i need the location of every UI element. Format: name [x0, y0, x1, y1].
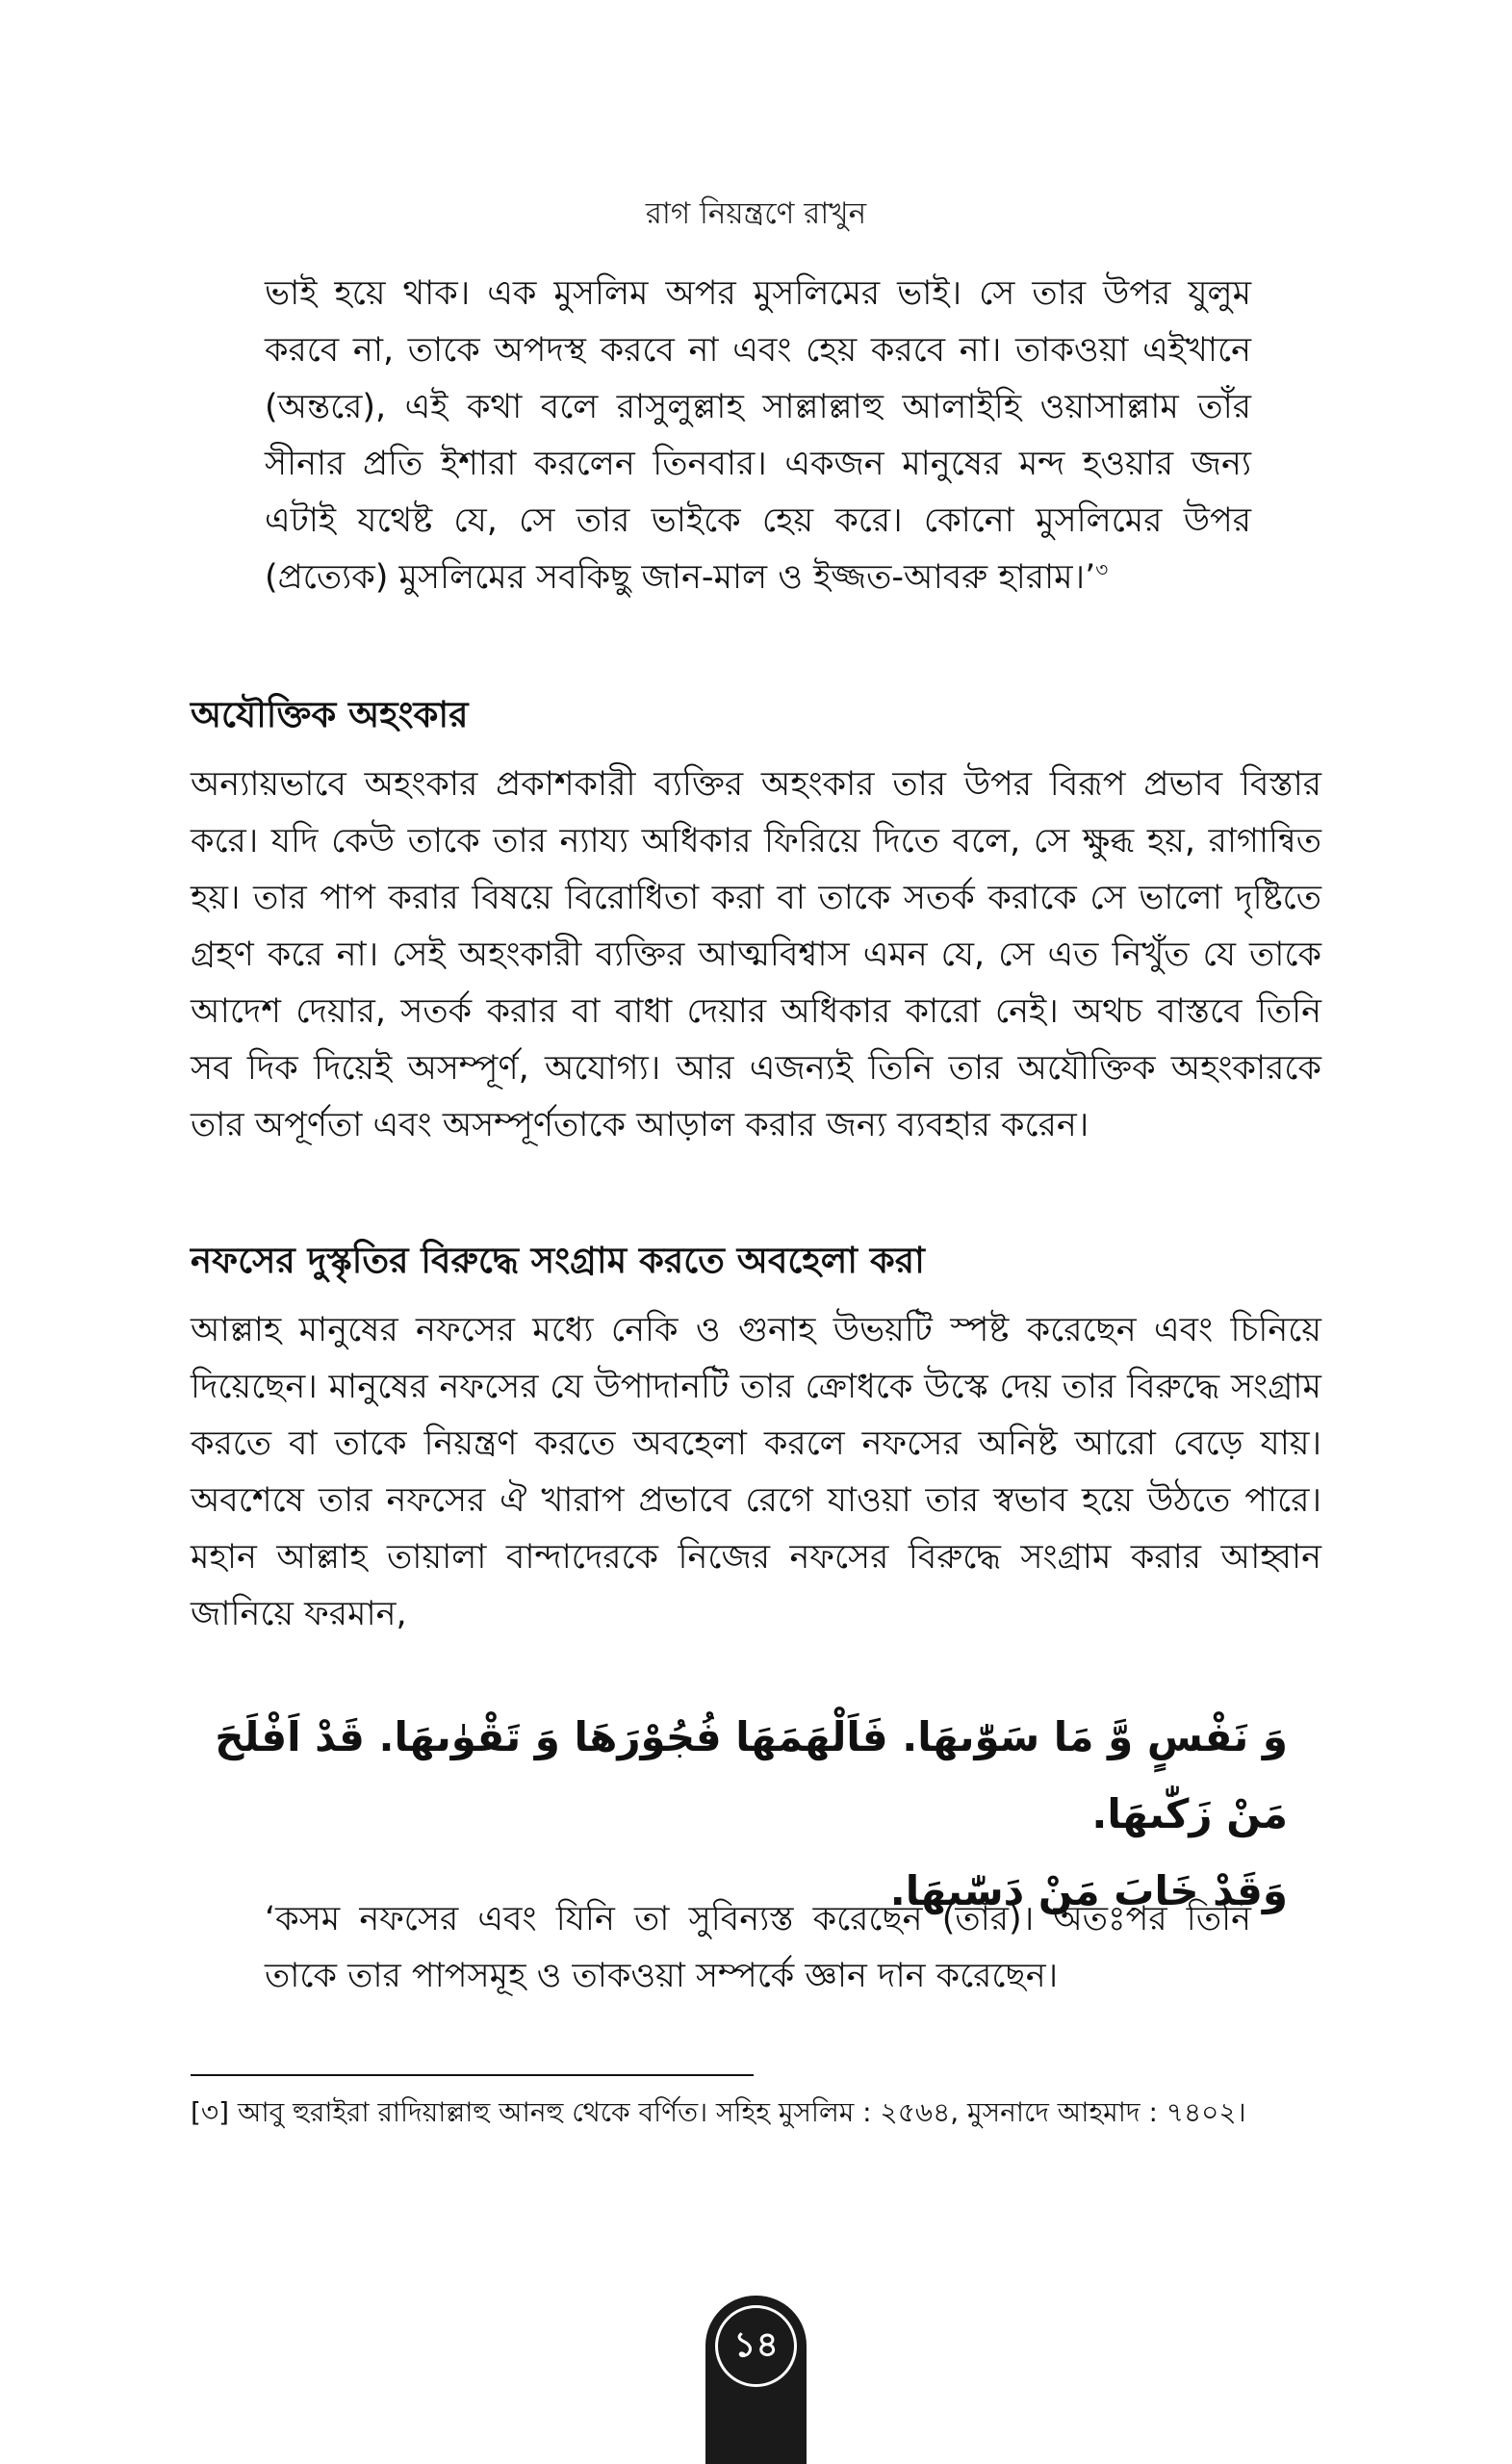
- running-header: রাগ নিয়ন্ত্রণে রাখুন: [645, 196, 867, 231]
- section-heading: নফসের দুস্কৃতির বিরুদ্ধে সংগ্রাম করতে অবহেলা করা: [191, 1240, 925, 1281]
- hadith-quote-text: ভাই হয়ে থাক। এক মুসলিম অপর মুসলিমের ভাই। সে তার উপর যুলুম করবে না, তাকে অপদস্থ করবে না এবং হেয় করবে না। তাকওয়া এইখানে (অন্তরে), এই কথা বলে রাসুলুল্লাহ সাল্লাল্লাহু আলাইহি ওয়াসাল্লাম তাঁর সীনার প্রতি ইশারা করলেন তিনবার। একজন মানুষের মন্দ হওয়ার জন্য এটাই যথেষ্ট যে, সে তার ভাইকে হেয় করে। কোনো মুসলিমের উপর (প্রত্যেক) মুসলিমের সবকিছু জান-মাল ও ইজ্জত-আবরু হারাম।’: [265, 274, 1251, 597]
- footnote-divider: [191, 2074, 754, 2076]
- verse-translation: ‘কসম নফসের এবং যিনি তা সুবিন্যস্ত করেছেন (তাঁর)। অতঃপর তিনি তাকে তার পাপসমূহ ও তাকওয়া সম্পর্কে জ্ঞান দান করেছেন।: [265, 1900, 1251, 1995]
- footnote-reference[interactable]: ৩: [1095, 557, 1109, 581]
- hadith-quote: [265, 266, 1251, 606]
- section-paragraph: অন্যায়ভাবে অহংকার প্রকাশকারী ব্যক্তির অহংকার তার উপর বিরূপ প্রভাব বিস্তার করে। যদি কেউ তাকে তার ন্যায্য অধিকার ফিরিয়ে দিতে বলে, সে ক্ষুব্ধ হয়, রাগান্বিত হয়। তার পাপ করার বিষয়ে বিরোধিতা করা বা তাকে সতর্ক করাকে সে ভালো দৃষ্টিতে গ্রহণ করে না। সেই অহংকারী ব্যক্তির আত্মবিশ্বাস এমন যে, সে এত নিখুঁত যে তাকে আদেশ দেয়ার, সতর্ক করার বা বাধা দেয়ার অধিকার কারো নেই। অথচ বাস্তবে তিনি সব দিক দিয়েই অসম্পূর্ণ, অযোগ্য। আর এজন্যই তিনি তার অযৌক্তিক অহংকারকে তার অপূর্ণতা এবং অসম্পূর্ণতাকে আড়াল করার জন্য ব্যবহার করেন।: [191, 765, 1321, 1144]
- section-heading: অযৌক্তিক অহংকার: [191, 694, 469, 735]
- quran-verse-line-1: وَ نَفْسٍ وَّ مَا سَوّٰىهَا. فَاَلْهَمَهَا فُجُوْرَهَا وَ تَقْوٰىهَا. قَدْ اَفْلَحَ مَنْ زَكّٰىهَا.: [215, 1713, 1288, 1837]
- quran-verse-line-2: وَقَدْ خَابَ مَنْ دَسّٰىهَا.: [889, 1867, 1288, 1914]
- section-paragraph: আল্লাহ মানুষের নফসের মধ্যে নেকি ও গুনাহ উভয়টি স্পষ্ট করেছেন এবং চিনিয়ে দিয়েছেন। মানুষের নফসের যে উপাদানটি তার ক্রোধকে উস্কে দেয় তার বিরুদ্ধে সংগ্রাম করতে বা তাকে নিয়ন্ত্রণ করতে অবহেলা করলে নফসের অনিষ্ট আরো বেড়ে যায়। অবশেষে তার নফসের ঐ খারাপ প্রভাবে রেগে যাওয়া তার স্বভাব হয়ে উঠতে পারে। মহান আল্লাহ তায়ালা বান্দাদেরকে নিজের নফসের বিরুদ্ধে সংগ্রাম করার আহ্বান জানিয়ে ফরমান,: [191, 1311, 1321, 1633]
- section-unreasonable-pride: [191, 691, 1321, 1154]
- page-number: ১৪: [715, 2305, 797, 2387]
- section-neglecting-nafs-struggle: [191, 1237, 1321, 1643]
- footnote: [৩] আবু হুরাইরা রাদিয়াল্লাহু আনহু থেকে বর্ণিত। সহিহ মুসলিম : ২৫৬৪, মুসনাদে আহমাদ : ৭৪০২।: [191, 2096, 1246, 2128]
